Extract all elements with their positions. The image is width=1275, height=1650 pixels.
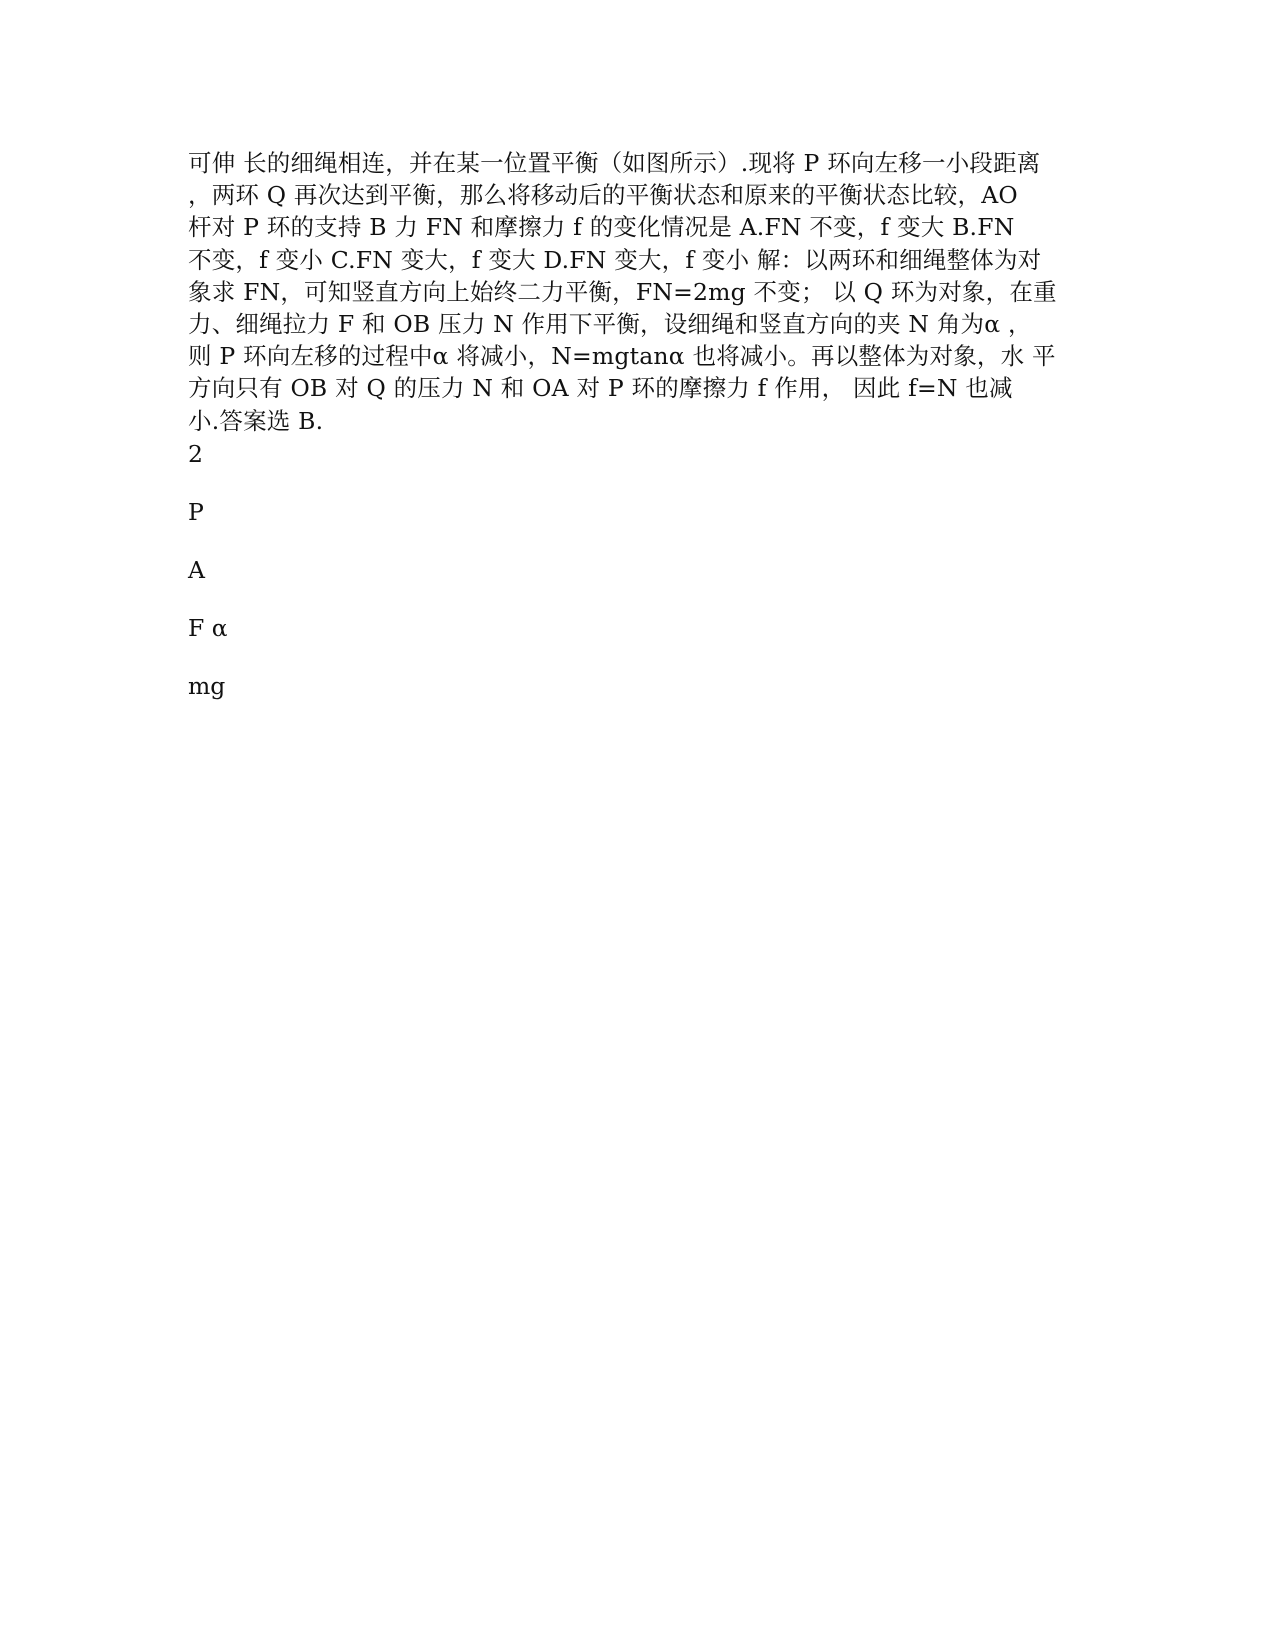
paragraph-line-2: ，两环 Q 再次达到平衡，那么将移动后的平衡状态和原来的平衡状态比较，AO <box>188 181 1018 210</box>
paragraph-line-8: 方向只有 OB 对 Q 的压力 N 和 OA 对 P 环的摩擦力 f 作用， 因此 f=N 也减 <box>188 374 1013 403</box>
figure-label-2: 2 <box>188 440 203 468</box>
paragraph-line-5: 象求 FN，可知竖直方向上始终二力平衡，FN=2mg 不变； 以 Q 环为对象，在重 <box>188 277 1057 306</box>
figure-label-p: P <box>188 498 204 526</box>
paragraph-line-4: 不变，f 变小 C.FN 变大，f 变大 D.FN 变大，f 变小 解：以两环和细绳整体为对 <box>188 245 1042 274</box>
paragraph-line-3: 杆对 P 环的支持 B 力 FN 和摩擦力 f 的变化情况是 A.FN 不变，f 变大 B.FN <box>188 213 1015 242</box>
solution-paragraph <box>188 147 1098 437</box>
paragraph-line-9: 小.答案选 B. <box>188 406 324 435</box>
paragraph-line-6: 力、细绳拉力 F 和 OB 压力 N 作用下平衡，设细绳和竖直方向的夹 N 角为α ， <box>188 310 1032 339</box>
paragraph-line-7: 则 P 环向左移的过程中α 将减小，N=mgtanα 也将减小。再以整体为对象，水 平 <box>188 342 1056 371</box>
figure-label-a: A <box>188 556 205 584</box>
figure-label-mg: mg <box>188 672 226 700</box>
figure-label-f-alpha: F α <box>188 614 228 642</box>
paragraph-line-1: 可伸 长的细绳相连，并在某一位置平衡（如图所示）.现将 P 环向左移一小段距离 <box>188 149 1041 177</box>
